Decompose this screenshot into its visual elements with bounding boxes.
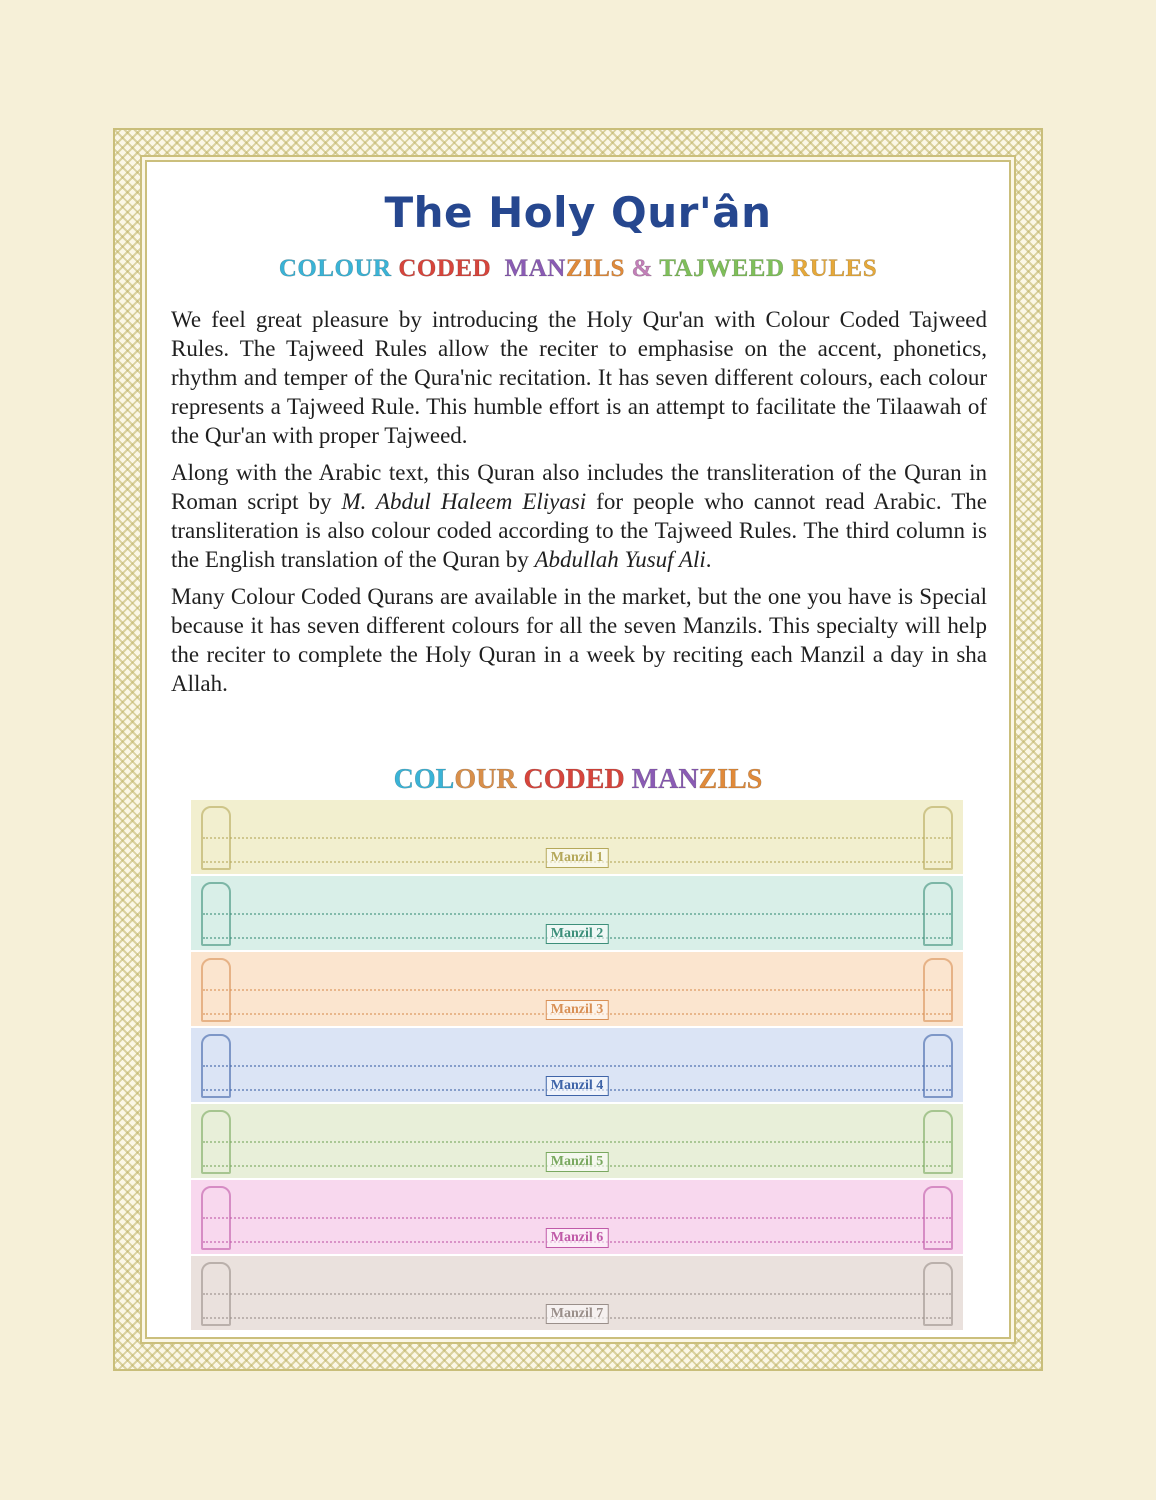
band-corner-ornament-left — [201, 882, 231, 946]
manzil-band — [191, 1256, 963, 1330]
paragraph-text: Along with the Arabic text, this Quran also includes the transliteration of the Quran in Roman script by — [171, 460, 987, 514]
band-corner-ornament-right — [923, 806, 953, 870]
manzil-band — [191, 1180, 963, 1254]
band-corner-ornament-left — [201, 1034, 231, 1098]
subtitle-segment: CODED — [398, 255, 505, 282]
page-subtitle — [145, 255, 1011, 283]
band-corner-ornament-right — [923, 882, 953, 946]
band-corner-ornament-left — [201, 1110, 231, 1174]
band-corner-ornament-left — [201, 806, 231, 870]
manzil-color-legend — [191, 800, 963, 1332]
section-title-segment: MAN — [631, 764, 699, 795]
band-corner-ornament-right — [923, 958, 953, 1022]
intro-text — [171, 305, 987, 706]
paragraph-text: for people who cannot read Arabic. The transliteration is also colour coded according to the Tajweed Rules. The third column is the English translation of the Quran by — [171, 489, 987, 572]
band-corner-ornament-right — [923, 1186, 953, 1250]
manzil-band — [191, 952, 963, 1026]
paragraph-text: Many Colour Coded Qurans are available in the market, but the one you have is Special because it has seven different colours for all the seven Manzils. This specialty will help the reciter to complete the Holy Quran in a week by reciting each Manzil a day in sha Allah. — [171, 584, 987, 696]
intro-paragraph — [171, 458, 987, 574]
page-title: The Holy Qur'ân — [384, 188, 772, 237]
manzil-band — [191, 1104, 963, 1178]
subtitle-segment: RULES — [791, 255, 878, 282]
intro-paragraph — [171, 582, 987, 698]
band-corner-ornament-left — [201, 1186, 231, 1250]
band-corner-ornament-right — [923, 1110, 953, 1174]
intro-paragraph — [171, 305, 987, 450]
paragraph-text: We feel great pleasure by introducing the Holy Qur'an with Colour Coded Tajweed Rules. The Tajweed Rules allow the reciter to emphasise on the accent, phonetics, rhythm and temper of the Qura'nic recitation. It has seven different colours, each colour represents a Tajweed Rule. This humble effort is an attempt to facilitate the Tilaawah of the Qur'an with proper Tajweed. — [171, 307, 987, 448]
subtitle-segment: & — [631, 255, 660, 282]
manzil-label: Manzil 7 — [546, 1304, 609, 1324]
manzil-band — [191, 800, 963, 874]
band-corner-ornament-right — [923, 1034, 953, 1098]
manzil-label: Manzil 3 — [546, 1000, 609, 1020]
manzil-band — [191, 1028, 963, 1102]
manzil-label: Manzil 4 — [546, 1076, 609, 1096]
manzil-label: Manzil 5 — [546, 1152, 609, 1172]
section-title-segment: OUR — [454, 764, 524, 795]
manzils-section-title — [145, 764, 1011, 796]
manzil-label: Manzil 6 — [546, 1228, 609, 1248]
band-corner-ornament-left — [201, 958, 231, 1022]
paragraph-text: . — [705, 547, 712, 572]
subtitle-segment: MAN — [504, 255, 566, 282]
manzil-band — [191, 876, 963, 950]
subtitle-segment: ZILS — [565, 255, 632, 282]
subtitle-segment: COLOUR — [278, 255, 399, 282]
subtitle-segment: TAJWEED — [659, 255, 792, 282]
section-title-segment: ZILS — [698, 764, 763, 795]
manzil-label: Manzil 1 — [546, 848, 609, 868]
section-title-segment: CODED — [523, 764, 632, 795]
author-name: M. Abdul Haleem Eliyasi — [341, 489, 587, 514]
author-name: Abdullah Yusuf Ali — [534, 547, 706, 572]
band-corner-ornament-left — [201, 1262, 231, 1326]
section-title-segment: COL — [393, 764, 455, 795]
band-corner-ornament-right — [923, 1262, 953, 1326]
manzil-label: Manzil 2 — [546, 924, 609, 944]
